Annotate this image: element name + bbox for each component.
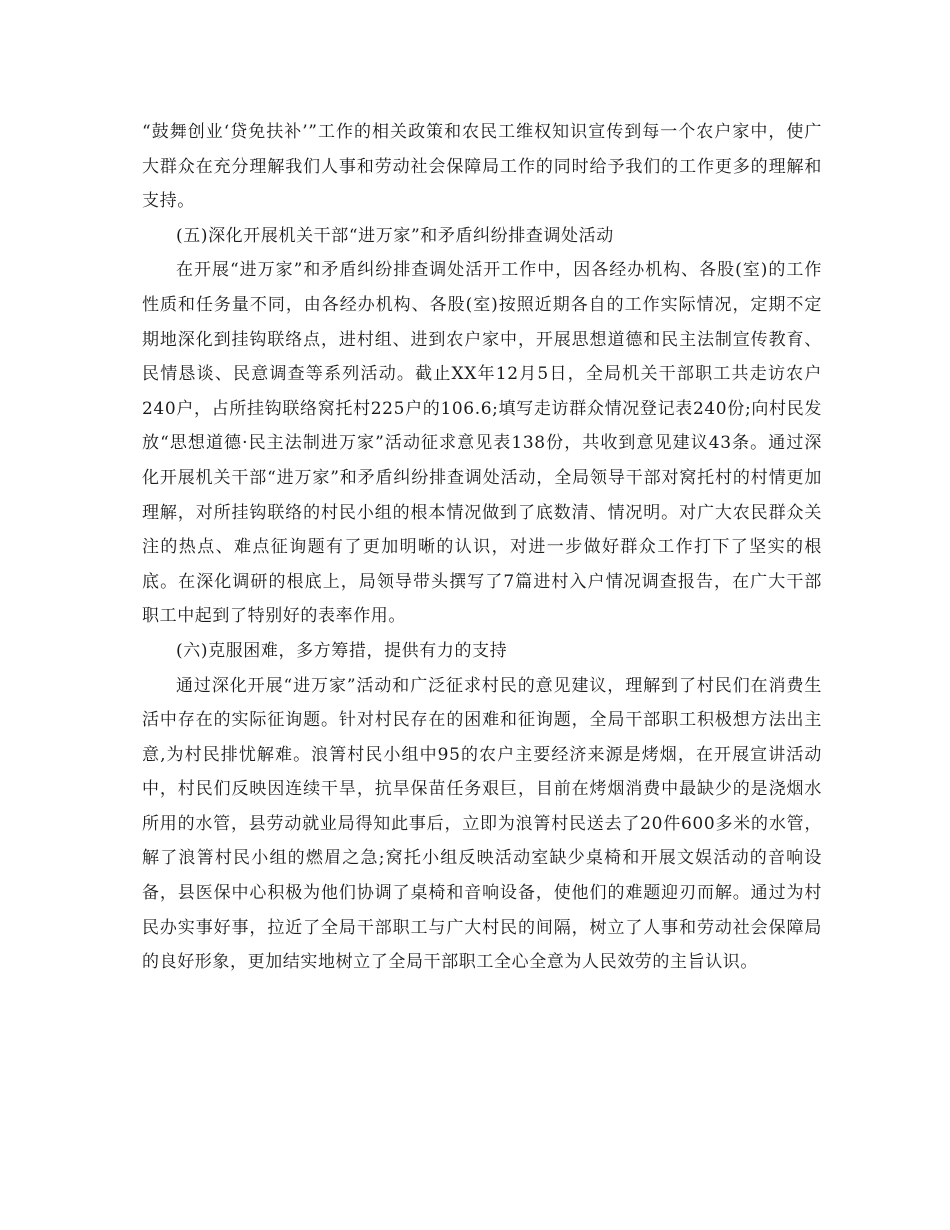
paragraph-visits-and-surveys: 在开展“进万家”和矛盾纠纷排查调处活开工作中，因各经办机构、各股(室)的工作性质和任务量不同，由各经办机构、各股(室)按照近期各自的工作实际情况，定期不定期地深化到挂钩联络点，进村组、进到农户家中，开展思想道德和民主法制宣传教育、民情恳谈、民意调查等系列活动。截止XX年12月5日，全局机关干部职工共走访农户240户，占所挂钩联络窝托村225户的106.6;填写走访群众情况登记表240份;向村民发放“思想道德·民主法制进万家”活动征求意见表138份，共收到意见建议43条。通过深化开展机关干部“进万家”和矛盾纠纷排查调处活动，全局领导干部对窝托村的村情更加理解，对所挂钩联络的村民小组的根本情况做到了底数清、情况明。对广大农民群众关注的热点、难点征询题有了更加明晰的认识，对进一步做好群众工作打下了坚实的根底。在深化调研的根底上，局领导带头撰写了7篇进村入户情况调查报告，在广大干部职工中起到了特别好的表率作用。: [142, 260, 822, 627]
section-heading-five: (五)深化开展机关干部“进万家”和矛盾纠纷排查调处活动: [176, 225, 614, 246]
document-body: [142, 115, 822, 980]
paragraph-continuation: “鼓舞创业‘贷免扶补’”工作的相关政策和农民工维权知识宣传到每一个农户家中，使广大群众在充分理解我们人事和劳动社会保障局工作的同时给予我们的工作更多的理解和支持。: [142, 122, 822, 212]
paragraph-support-measures: 通过深化开展“进万家”活动和广泛征求村民的意见建议，理解到了村民们在消费生活中存在的实际征询题。针对村民存在的困难和征询题，全局干部职工积极想方法出主意,为村民排忧解难。浪箐村民小组中95的农户主要经济来源是烤烟，在开展宣讲活动中，村民们反映因连续干旱，抗旱保苗任务艰巨，目前在烤烟消费中最缺少的是浇烟水所用的水管，县劳动就业局得知此事后，立即为浪箐村民送去了20件600多米的水管，解了浪箐村民小组的燃眉之急;窝托小组反映活动室缺少桌椅和开展文娱活动的音响设备，县医保中心积极为他们协调了桌椅和音响设备，使他们的难题迎刃而解。通过为村民办实事好事，拉近了全局干部职工与广大村民的间隔，树立了人事和劳动社会保障局的良好形象，更加结实地树立了全局干部职工全心全意为人民效劳的主旨认识。: [142, 675, 822, 973]
section-heading-six: (六)克服困难，多方筹措，提供有力的支持: [176, 640, 508, 661]
